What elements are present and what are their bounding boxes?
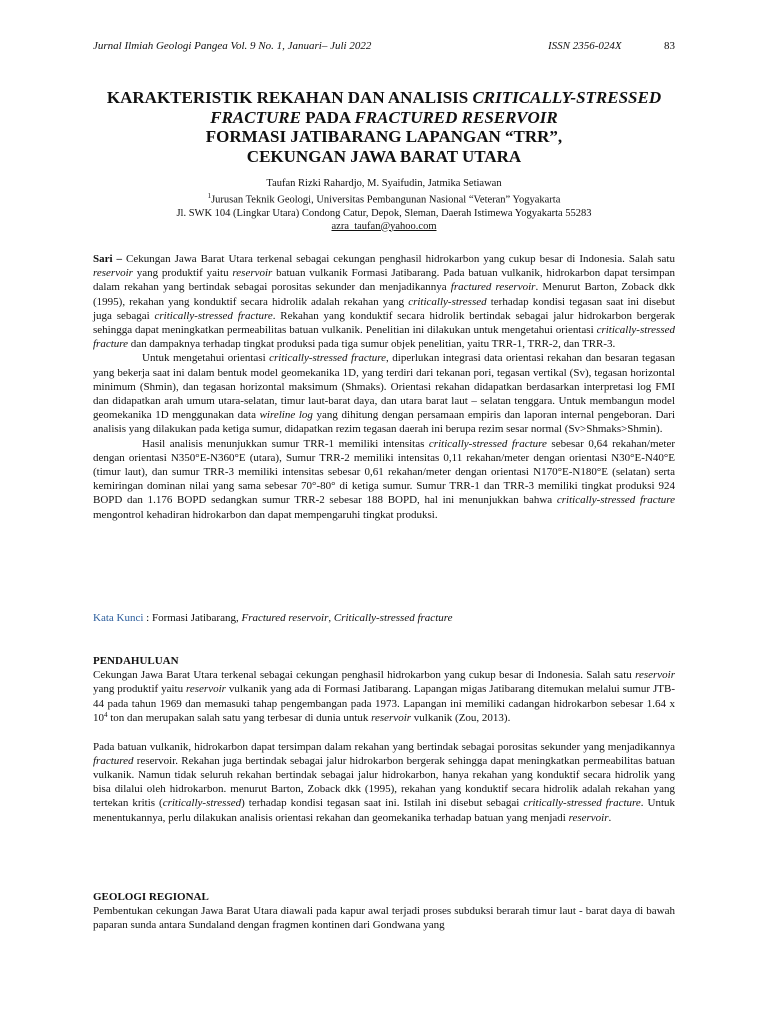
section-introduction	[93, 654, 675, 825]
section-heading: PENDAHULUAN	[93, 655, 179, 667]
page-number: 83	[664, 40, 675, 52]
body-paragraph: Pada batuan vulkanik, hidrokarbon dapat tersimpan dalam rekahan yang bertindak sebagai porositas sekunder yang menjadikannya fractured reservoir. Rekahan juga bertindak sebagai jalur hidrokarbon bergerak sehingga dapat meningkatkan permeabilitas batuan vulkanik. Namun tidak seluruh rekahan bertindak sebagai jalur hidrokarbon, hanya rekahan yang konduktif secara hidrolik yang bisa dilalui oleh hidrokarbon. menurut Barton, Zoback dkk (1995), rekahan yang konduktif secara hidrolik adalah rekahan yang tertekan kritis (critically-stressed) terhadap kondisi tegasan saat ini. Istilah ini disebut sebagai critically-stressed fracture. Untuk menentukannya, perlu dilakukan analisis orientasi rekahan dan geomekanika terhadap batuan yang menjadi reservoir.	[93, 740, 676, 824]
affiliation: $^1$Jurusan Teknik Geologi, Universitas Pembangunan Nasional “Veteran” Yogyakarta	[207, 192, 561, 206]
section-regional-geology	[93, 890, 675, 933]
journal-name: Jurnal Ilmiah Geologi Pangea Vol. 9 No. 1, Januari– Juli 2022	[93, 40, 372, 52]
keywords-label: Kata Kunci	[93, 612, 144, 624]
issn: ISSN 2356-024X	[548, 40, 622, 52]
author-names: Taufan Rizki Rahardjo, M. Syaifudin, Jatmika Setiawan	[266, 178, 502, 189]
author-email[interactable]: azra_taufan@yahoo.com	[331, 220, 437, 232]
author-block	[93, 177, 675, 233]
keywords: Kata Kunci : Formasi Jatibarang, Fractured reservoir, Critically-stressed fracture	[93, 612, 453, 624]
body-paragraph: Pembentukan cekungan Jawa Barat Utara diawali pada kapur awal terjadi proses subduksi berarah timur laut - barat daya di bawah paparan sunda antara Sundaland dengan fragmen kontinen dari Gondwana yang	[93, 905, 675, 932]
section-heading: GEOLOGI REGIONAL	[93, 891, 209, 903]
abstract-label: Sari –	[93, 253, 123, 265]
abstract	[93, 252, 675, 522]
paper-title: KARAKTERISTIK REKAHAN DAN ANALISIS CRITICALLY-STRESSED FRACTURE PADA FRACTURED RESERVOIR FORMASI JATIBARANG LAPANGAN “TRR”, CEKUNGAN JAWA BARAT UTARA	[106, 88, 662, 166]
abstract-paragraph: Untuk mengetahui orientasi critically-stressed fracture, diperlukan integrasi data orientasi rekahan dan besaran tegasan yang bekerja saat ini dalam bentuk model geomekanika 1D, yang terdiri dari tekanan pori, tegasan vertikal (Sv), tegasan horizontal minimum (Shmin), dan tegasan horizontal maksimum (Shmaks). Orientasi rekahan didapatkan berdasarkan interpretasi log FMI dan didapatkan arah umum utara-selatan, timur laut-barat daya, dan utara barat laut – selatan tenggara. Untuk membangun model geomekanika 1D menggunakan data wireline log yang dihitung dengan persamaan empiris dan laporan internal pengeboran. Dari analisis yang dilakukan pada ketiga sumur, didapatkan rezim tegasan daerah ini berupa rezim sesar normal (Sv>Shmaks>Shmin).	[93, 352, 676, 436]
abstract-paragraph: Hasil analisis menunjukkan sumur TRR-1 memiliki intensitas critically-stressed fracture sebesar 0,64 rekahan/meter dengan orientasi N350°E-N360°E (utara), Sumur TRR-2 memiliki intensitas 0,11 rekahan/meter dengan orientasi N30°E-N40°E (timur laut), dan sumur TRR-3 memiliki intensitas sebesar 0,61 rekahan/meter dengan orientasi N170°E-N180°E (selatan) serta kemiringan dominan nilai yang sama sebesar 70°-80° di ketiga sumur. Sumur TRR-1 dan TRR-3 memiliki tingkat produksi 924 BOPD dan 1.176 BOPD sedangkan sumur TRR-2 sebesar 188 BOPD, hal ini menunjukkan bahwa critically-stressed fracture mengontrol kehadiran hidrokarbon dan dapat mempengaruhi tingkat produksi.	[93, 437, 676, 521]
address: Jl. SWK 104 (Lingkar Utara) Condong Catur, Depok, Sleman, Daerah Istimewa Yogyakarta 55283	[176, 207, 592, 219]
abstract-paragraph: Sari – Cekungan Jawa Barat Utara terkenal sebagai cekungan penghasil hidrokarbon yang cukup besar di Indonesia. Salah satu reservoir yang produktif yaitu reservoir batuan vulkanik Formasi Jatibarang. Pada batuan vulkanik, hidrokarbon dapat tersimpan dalam rekahan yang bertindak sebagai porositas sekunder dan menjadikannya fractured reservoir. Menurut Barton, Zoback dkk (1995), rekahan yang konduktif secara hidrolik adalah rekahan yang critically-stressed terhadap kondisi tegasan saat ini disebut juga sebagai critically-stressed fracture. Rekahan yang konduktif secara hidrolik bertindak sebagai jalur hidrokarbon bergerak sehingga dapat meningkatkan permeabilitas batuan vulkanik. Penelitian ini dilakukan untuk mengetahui orientasi critically-stressed fracture dan dampaknya terhadap tingkat produksi pada tiga sumur objek penelitian, yaitu TRR-1, TRR-2, dan TRR-3.	[93, 253, 675, 351]
body-paragraph: Cekungan Jawa Barat Utara terkenal sebagai cekungan penghasil hidrokarbon yang cukup besar di Indonesia. Salah satu reservoir yang produktif yaitu reservoir vulkanik yang ada di Formasi Jatibarang. Lapangan migas Jatibarang ditemukan melalui sumur JTB-44 pada tahun 1969 dan memasuki tahap pengembangan pada 1973. Lapangan ini memiliki cadangan hidrokarbon sebesar 1.64 x $10^4$ ton dan merupakan salah satu yang terbesar di dunia untuk reservoir vulkanik (Zou, 2013).	[93, 669, 675, 724]
